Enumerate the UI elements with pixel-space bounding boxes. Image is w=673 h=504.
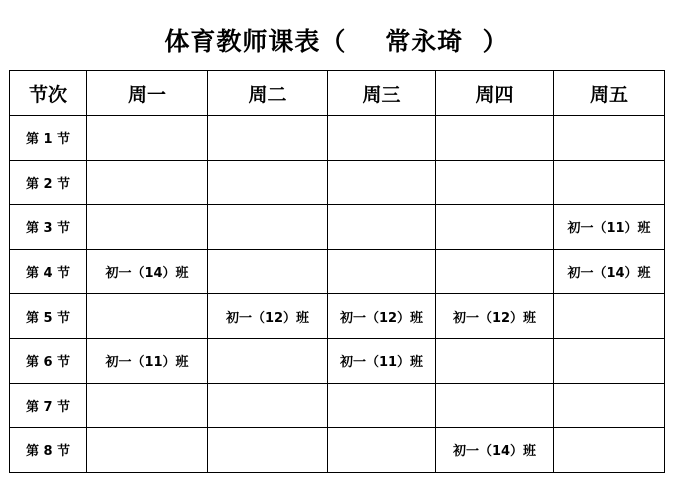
- period-cell: 第 4 节: [10, 249, 87, 294]
- column-header-monday: 周一: [87, 71, 208, 116]
- table-cell: 初一（14）班: [436, 428, 554, 473]
- table-cell: [436, 205, 554, 250]
- table-cell: [87, 428, 208, 473]
- table-cell: [208, 160, 328, 205]
- table-cell: [554, 294, 665, 339]
- table-cell: [87, 205, 208, 250]
- table-cell: [328, 116, 436, 161]
- table-cell: [328, 428, 436, 473]
- table-cell: [554, 383, 665, 428]
- table-cell: 初一（14）班: [554, 249, 665, 294]
- period-cell: 第 5 节: [10, 294, 87, 339]
- table-cell: [208, 338, 328, 383]
- header-row: [10, 71, 665, 116]
- table-cell: 初一（11）班: [328, 338, 436, 383]
- period-cell: 第 2 节: [10, 160, 87, 205]
- table-cell: [554, 116, 665, 161]
- table-row: [10, 294, 665, 339]
- period-cell: 第 6 节: [10, 338, 87, 383]
- column-header-period: 节次: [10, 71, 87, 116]
- table-cell: [328, 160, 436, 205]
- table-cell: [436, 160, 554, 205]
- table-row: [10, 116, 665, 161]
- table-row: [10, 249, 665, 294]
- page-title: 体育教师课表（ 常永琦 ）: [164, 27, 509, 56]
- column-header-wednesday: 周三: [328, 71, 436, 116]
- table-cell: [328, 249, 436, 294]
- table-cell: [87, 294, 208, 339]
- table-cell: 初一（12）班: [436, 294, 554, 339]
- table-cell: [208, 428, 328, 473]
- table-cell: 初一（12）班: [328, 294, 436, 339]
- table-cell: [328, 383, 436, 428]
- table-row: [10, 205, 665, 250]
- table-row: [10, 160, 665, 205]
- table-cell: [87, 116, 208, 161]
- column-header-tuesday: 周二: [208, 71, 328, 116]
- table-row: [10, 338, 665, 383]
- table-cell: 初一（14）班: [87, 249, 208, 294]
- table-cell: 初一（11）班: [554, 205, 665, 250]
- table-cell: 初一（11）班: [87, 338, 208, 383]
- table-cell: [87, 383, 208, 428]
- table-cell: [554, 338, 665, 383]
- table-cell: [208, 383, 328, 428]
- table-cell: [554, 428, 665, 473]
- table-row: [10, 428, 665, 473]
- table-row: [10, 383, 665, 428]
- column-header-friday: 周五: [554, 71, 665, 116]
- table-cell: [554, 160, 665, 205]
- table-cell: [208, 116, 328, 161]
- table-cell: [328, 205, 436, 250]
- table-cell: [208, 205, 328, 250]
- table-cell: [436, 338, 554, 383]
- period-cell: 第 3 节: [10, 205, 87, 250]
- table-cell: [87, 160, 208, 205]
- column-header-thursday: 周四: [436, 71, 554, 116]
- period-cell: 第 1 节: [10, 116, 87, 161]
- table-cell: [436, 116, 554, 161]
- period-cell: 第 7 节: [10, 383, 87, 428]
- table-cell: [208, 249, 328, 294]
- schedule-table: [9, 70, 665, 473]
- period-cell: 第 8 节: [10, 428, 87, 473]
- table-cell: 初一（12）班: [208, 294, 328, 339]
- table-cell: [436, 383, 554, 428]
- table-cell: [436, 249, 554, 294]
